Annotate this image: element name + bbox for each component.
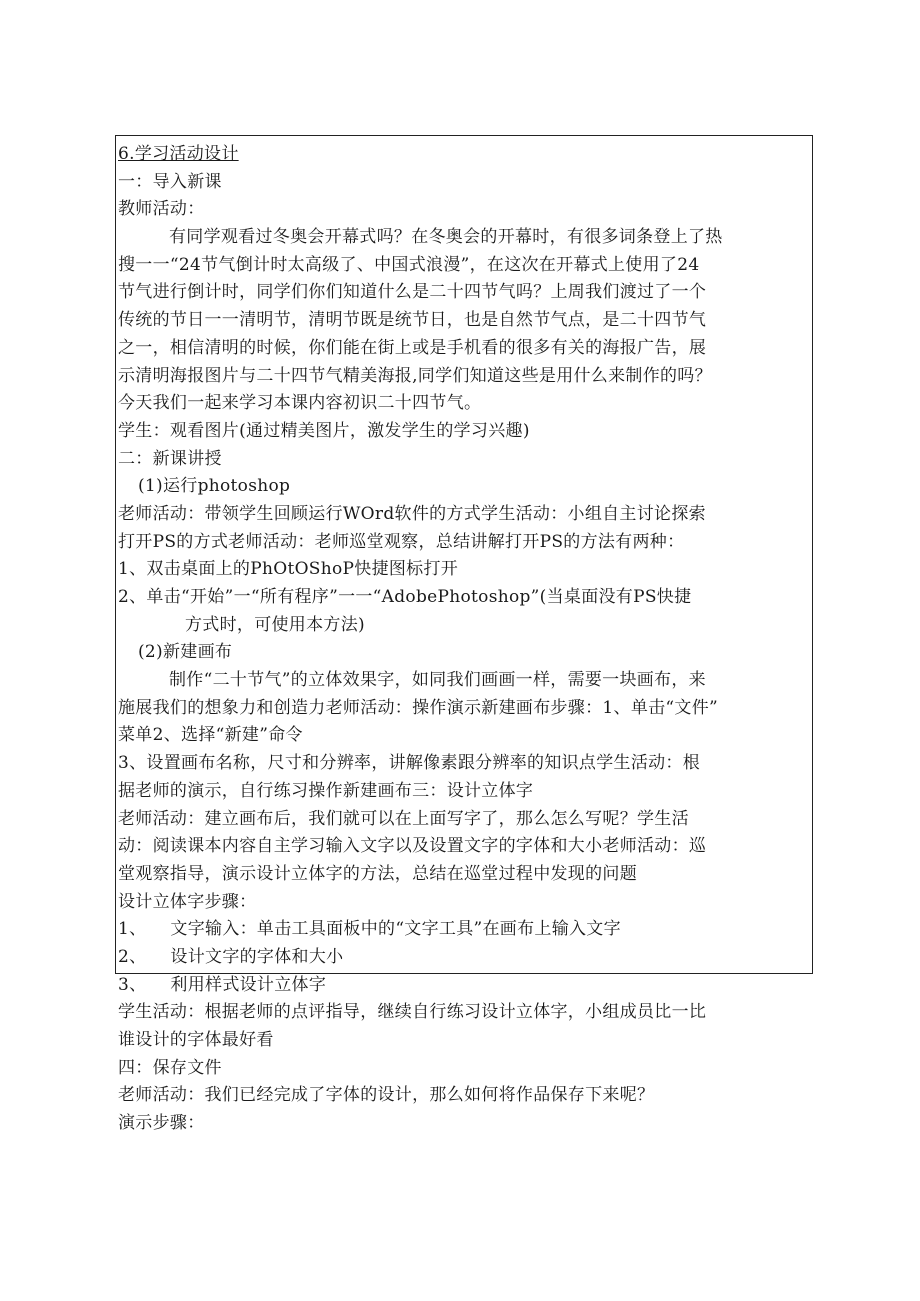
step-text: 利用样式设计立体字 [170, 974, 327, 995]
paragraph-line: 老师活动：我们已经完成了字体的设计，那么如何将作品保存下来呢？ [118, 1085, 655, 1106]
step-number: 1、 [118, 919, 147, 940]
paragraph-line: 学生活动：根据老师的点评指导，继续自行练习设计立体字，小组成员比一比 [118, 1002, 707, 1023]
paragraph-line: 制作“二十节气”的立体效果字，如同我们画画一样，需要一块画布，来 [169, 670, 706, 691]
paragraph-line: 动：阅读课本内容自主学习输入文字以及设置文字的字体和大小老师活动：巡 [118, 836, 707, 857]
paragraph-line: 打开PS的方式老师活动：老师巡堂观察，总结讲解打开PS的方法有两种： [118, 531, 685, 552]
paragraph-line: 传统的节日一一清明节，清明节既是统节日，也是自然节气点，是二十四节气 [118, 310, 707, 331]
paragraph-line: 老师活动：带领学生回顾运行WOrd软件的方式学生活动：小组自主讨论探索 [118, 503, 706, 524]
step-number: 2、 [118, 946, 147, 967]
paragraph-line: 今天我们一起来学习本课内容初识二十四节气。 [118, 393, 482, 414]
step-item [118, 916, 813, 944]
paragraph-line: 堂观察指导，演示设计立体字的方法，总结在巡堂过程中发现的问题 [118, 863, 637, 884]
step-item [118, 972, 813, 1000]
lesson-plan-content [118, 141, 813, 1138]
step-text: 设计文字的字体和大小 [170, 946, 344, 967]
paragraph-line: 谁设计的字体最好看 [118, 1030, 274, 1050]
method-item: 2、单击“开始”一“所有程序”一一“AdobePhotoshop”(当桌面没有PS快捷 [118, 587, 692, 607]
subheading-new-canvas: (2)新建画布 [138, 642, 233, 663]
paragraph-line: 之一，相信清明的时候，你们能在街上或是手机看的很多有关的海报广告，展 [118, 337, 707, 358]
heading-new-lesson: 二：新课讲授 [118, 448, 222, 469]
heading-save-file: 四：保存文件 [118, 1057, 222, 1078]
paragraph-line: 3、设置画布名称，尺寸和分辨率，讲解像素跟分辨率的知识点学生活动：根 [118, 753, 701, 774]
steps-heading: 设计立体字步骤： [118, 891, 257, 912]
step-text: 文字输入：单击工具面板中的“文字工具”在画布上输入文字 [170, 919, 621, 940]
paragraph-line: 菜单2、选择“新建”命令 [118, 725, 303, 746]
paragraph-line: 据老师的演示，自行练习操作新建画布三：设计立体字 [118, 780, 534, 801]
paragraph-line: 搜一一“24节气倒计时太高级了、中国式浪漫”，在这次在开幕式上使用了24 [118, 254, 700, 275]
paragraph-line: 有同学观看过冬奥会开幕式吗？在冬奥会的开幕时，有很多词条登上了热 [169, 227, 723, 248]
teacher-activity-label: 教师活动： [118, 199, 205, 220]
method-item-continuation: 方式时，可使用本方法) [185, 614, 365, 635]
subheading-run-photoshop: (1)运行photoshop [138, 476, 291, 497]
paragraph-line: 老师活动：建立画布后，我们就可以在上面写字了，那么怎么写呢？学生活 [118, 808, 689, 829]
student-activity-line: 学生：观看图片(通过精美图片，激发学生的学习兴趣) [118, 420, 530, 441]
section-title: 6.学习活动设计 [118, 144, 239, 164]
demo-steps-label: 演示步骤： [118, 1113, 205, 1134]
step-item [118, 944, 813, 972]
heading-intro: 一：导入新课 [118, 171, 222, 192]
paragraph-line: 示清明海报图片与二十四节气精美海报,同学们知道这些是用什么来制作的吗？ [118, 365, 712, 386]
step-number: 3、 [118, 974, 147, 995]
paragraph-line: 施展我们的想象力和创造力老师活动：操作演示新建画布步骤：1、单击“文件” [118, 697, 718, 718]
method-item: 1、双击桌面上的PhOtOShoP快捷图标打开 [118, 559, 459, 580]
paragraph-line: 节气进行倒计时，同学们你们知道什么是二十四节气吗？上周我们渡过了一个 [118, 282, 707, 303]
